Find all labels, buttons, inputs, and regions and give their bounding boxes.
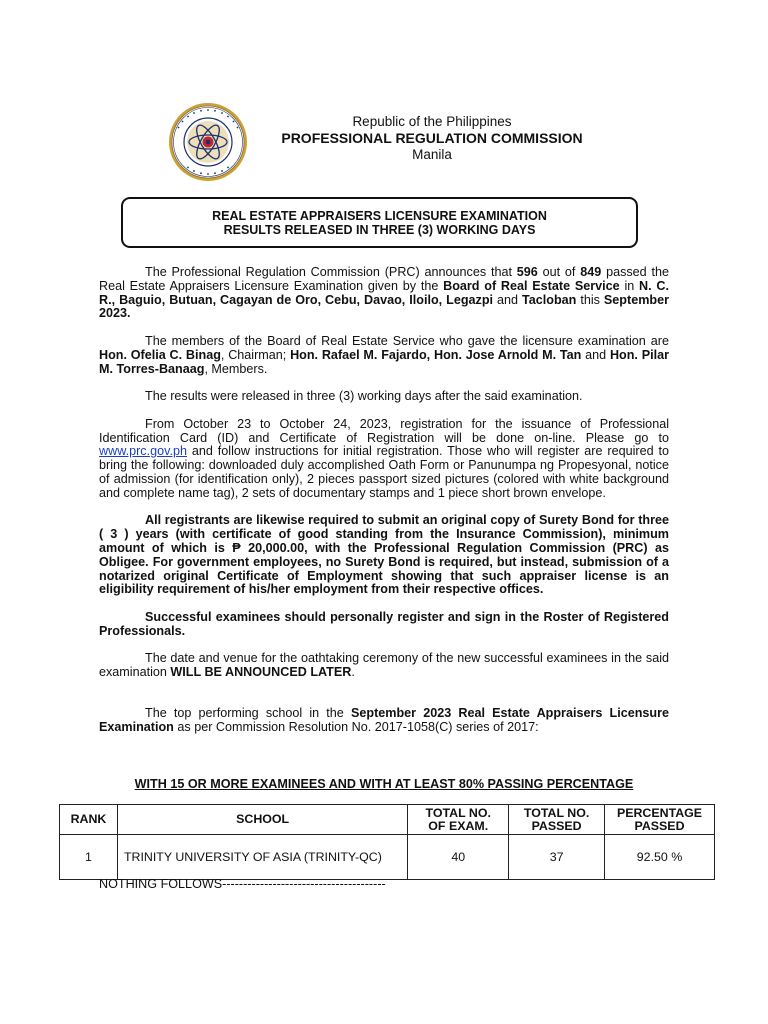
table-heading: WITH 15 OR MORE EXAMINEES AND WITH AT LEAST 80% PASSING PERCENTAGE (134, 777, 634, 791)
col-school: SCHOOL (117, 805, 407, 835)
col-total-exam: TOTAL NO. OF EXAM. (408, 805, 509, 835)
col-rank: RANK (60, 805, 118, 835)
cell-percentage: 92.50 % (605, 835, 715, 880)
cell-rank: 1 (60, 835, 118, 880)
paragraph-surety-bond: All registrants are likewise required to submit an original copy of Surety Bond for three ( 3 ) years (with certificate of good standing from the Insurance Commission), minimum amount of which is ₱ 20,000.00, with the Professional Regulation Commission (PRC) as Obligee. For government employees, no Surety Bond is required, but instead, submission of a notarized original Certificate of Employment showing that such appraiser license is an eligibility requirement of his/her employment from their respective offices. (99, 513, 669, 597)
country-name: Republic of the Philippines (352, 114, 512, 129)
cell-total-passed: 37 (509, 835, 605, 880)
table-header-row (60, 805, 715, 835)
col-percentage: PERCENTAGE PASSED (605, 805, 715, 835)
prc-website-link[interactable]: www.prc.gov.ph (99, 444, 187, 459)
table-row (60, 835, 715, 880)
paragraph-release: The results were released in three (3) working days after the said examination. (145, 389, 583, 404)
paragraph-roster: Successful examinees should personally register and sign in the Roster of Registered Professionals. (99, 609, 669, 638)
paragraph-oathtaking: The date and venue for the oathtaking ceremony of the new successful examinees in the said examination WILL BE ANNOUNCED LATER. (99, 651, 669, 680)
letterhead (250, 114, 614, 163)
city-name: Manila (412, 147, 452, 162)
nothing-follows: NOTHING FOLLOWS--------------------------------------- (99, 877, 386, 891)
paragraph-top-school: The top performing school in the September 2023 Real Estate Appraisers Licensure Examination as per Commission Resolution No. 2017-1058(C) series of 2017: (99, 705, 669, 734)
top-school-table (59, 804, 715, 880)
paragraph-results: The Professional Regulation Commission (PRC) announces that 596 out of 849 passed the Real Estate Appraisers Licensure Examination given by the Board of Real Estate Service in N. C. R., Baguio, Butuan, Cagayan de Oro, Cebu, Davao, Iloilo, Legazpi and Tacloban this September 2023. (99, 265, 670, 321)
banner-line-1: REAL ESTATE APPRAISERS LICENSURE EXAMINATION (212, 208, 547, 223)
banner-line-2: RESULTS RELEASED IN THREE (3) WORKING DAYS (223, 222, 536, 237)
title-banner (121, 197, 638, 248)
cell-school: TRINITY UNIVERSITY OF ASIA (TRINITY-QC) (117, 835, 407, 880)
col-total-passed: TOTAL NO. PASSED (509, 805, 605, 835)
paragraph-registration: From October 23 to October 24, 2023, registration for the issuance of Professional Identification Card (ID) and Certificate of Registration will be done on-line. Please go to www.prc.gov.ph and follow instructions for initial registration. Those who will register are required to bring the following: downloaded duly accomplished Oath Form or Panunumpa ng Propesyonal, notice of admission (for identification only), 2 pieces passport sized pictures (colored with white background and complete name tag), 2 sets of documentary stamps and 1 piece short brown envelope. (99, 416, 669, 500)
cell-total-exam: 40 (408, 835, 509, 880)
announcement-body (99, 266, 669, 748)
paragraph-board-members: The members of the Board of Real Estate Service who gave the licensure examination are Hon. Ofelia C. Binag, Chairman; Hon. Rafael M. Fajardo, Hon. Jose Arnold M. Tan and Hon. Pilar M. Torres-Banaag, Members. (99, 333, 670, 376)
prc-seal-icon (168, 102, 248, 182)
agency-name: PROFESSIONAL REGULATION COMMISSION (281, 130, 583, 146)
